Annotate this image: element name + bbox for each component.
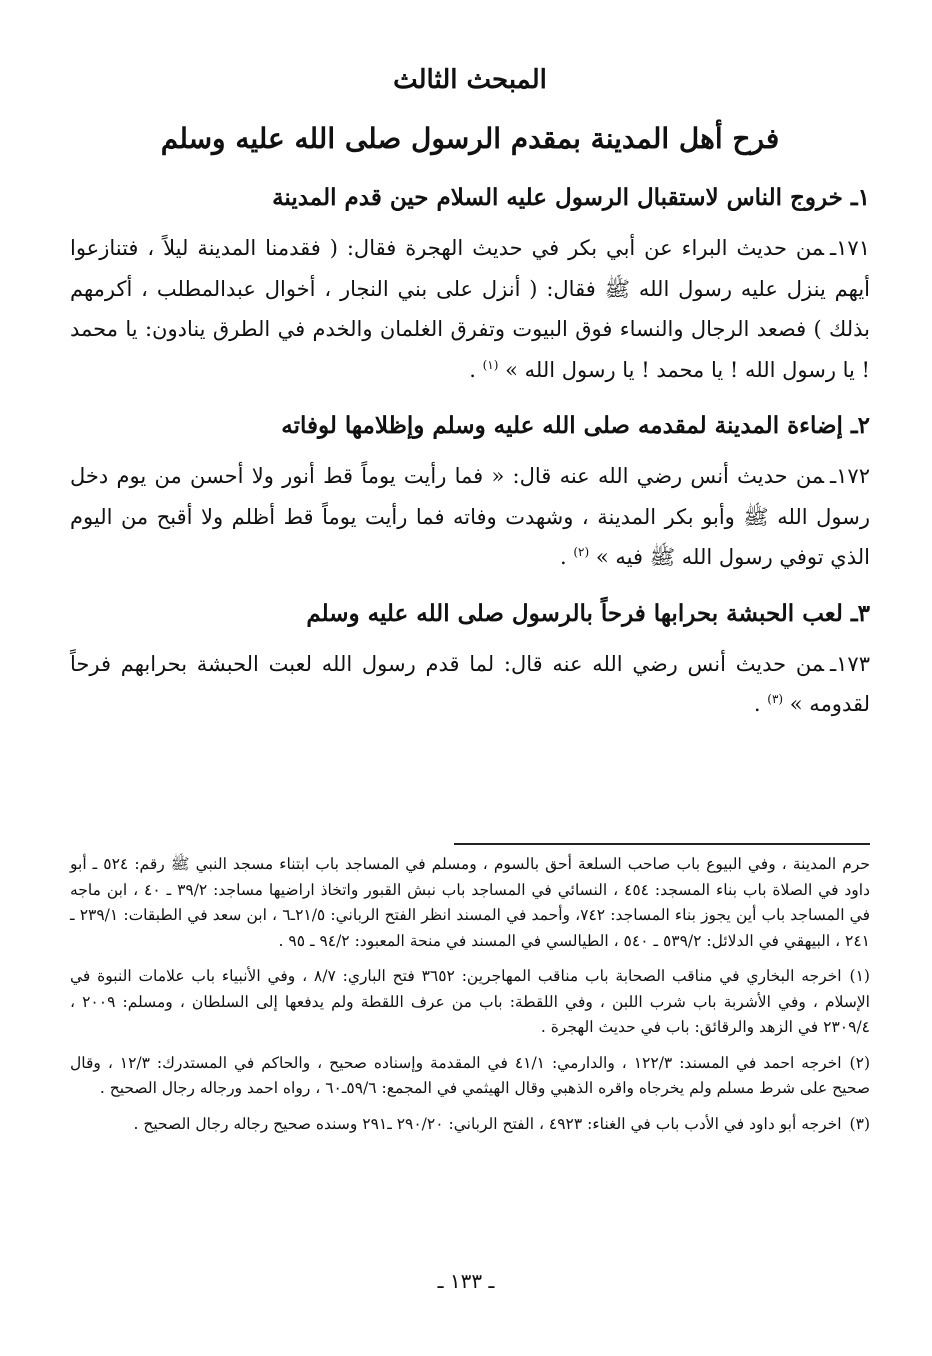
footnote-1 xyxy=(70,964,870,1041)
footnote-text: اخرجه أبو داود في الأدب باب في الغناء: ٤٩٢٣ ، الفتح الرباني: ٢٩٠/٢٠ ـ٢٩١ وسنده صحيح رجاله رجال الصحيح . xyxy=(133,1114,842,1133)
footnote-ref-3: (٣) xyxy=(767,692,784,706)
hadith-paragraph-171 xyxy=(70,228,870,390)
footnote-continuation: حرم المدينة ، وفي البيوع باب صاحب السلعة أحق بالسوم ، ومسلم في المساجد باب ابتناء مسجد النبي ﷺ رقم: ٥٢٤ ـ أبو داود في الصلاة باب بناء المسجد: ٤٥٤ ، النسائي في المساجد باب نبش القبور واتخاذ اراضيها مساجد: ٣٩/٢ ـ ٤٠ ، ابن ماجه في المساجد باب أين يجوز بناء المساجد: ٧٤٢، وأحمد في المسند انظر الفتح الرباني: ٢١/٥ـ٦ ، ابن سعد في الطبقات: ٢٣٩/١ ـ ٢٤١ ، البيهقي في الدلائل: ٥٣٩/٢ ـ ٥٤٠ ، الطيالسي في المسند في منحة المعبود: ٩٤/٢ ـ ٩٥ . xyxy=(70,855,871,950)
footnote-number: (٣) xyxy=(849,1114,870,1133)
hadith-number: ١٧١ـ xyxy=(830,236,870,260)
footnote-3 xyxy=(70,1112,870,1138)
hadith-paragraph-173 xyxy=(70,644,870,725)
subheading-3: ٣ـ لعب الحبشة بحرابها فرحاً بالرسول صلى الله عليه وسلم xyxy=(306,599,870,627)
section-label: المبحث الثالث xyxy=(393,65,547,95)
page-title: فرح أهل المدينة بمقدم الرسول صلى الله عليه وسلم xyxy=(160,122,780,155)
hadith-text: من حديث أنس رضي الله عنه قال: « فما رأيت يوماً قط أنور ولا أحسن من يوم دخل رسول الله ﷺ وأبو بكر المدينة ، وشهدت وفاته فما رأيت يوماً قط أظلم ولا أقبح من اليوم الذي توفي رسول الله ﷺ فيه » xyxy=(70,464,870,569)
footnote-ref-2: (٢) xyxy=(573,545,590,559)
hadith-text: من حديث أنس رضي الله عنه قال: لما قدم رسول الله لعبت الحبشة بحرابهم فرحاً لقدومه » xyxy=(70,651,870,716)
hadith-text: من حديث البراء عن أبي بكر في حديث الهجرة فقال: ( فقدمنا المدينة ليلاً ، فتنازعوا أيهم ينزل عليه رسول الله ﷺ فقال: ( أنزل على بني النجار ، أخوال عبدالمطلب ، أكرمهم بذلك ) فصعد الرجال والنساء فوق البيوت وتفرق الغلمان والخدم في الطرق ينادون: يا محمد ! يا رسول الله ! يا محمد ! يا رسول الله » xyxy=(70,236,870,382)
footnote-number: (٢) xyxy=(849,1053,870,1072)
footnote-separator xyxy=(454,843,870,845)
sentence-end: . xyxy=(469,357,476,382)
sentence-end: . xyxy=(559,545,567,569)
subheading-2: ٢ـ إضاءة المدينة لمقدمه صلى الله عليه وسلم وإظلامها لوفاته xyxy=(281,412,870,439)
hadith-number: ١٧٣ـ xyxy=(830,651,870,676)
page-number: ـ ١٣٣ ـ xyxy=(437,1269,495,1293)
footnote-number: (١) xyxy=(849,967,870,985)
footnotes xyxy=(70,852,870,1147)
footnote-ref-1: (١) xyxy=(482,357,499,372)
footnote-2 xyxy=(70,1051,870,1102)
footnote-text: اخرجه البخاري في مناقب الصحابة باب مناقب المهاجرين: ٣٦٥٢ فتح الباري: ٨/٧ ، وفي الأنبياء باب علامات النبوة في الإسلام ، وفي الأشربة باب شرب اللبن ، وفي اللقطة: باب من عرف اللقطة ولم يدفعها إلى السلطان ، ومسلم: ٢٠٠٩ ، ٢٣٠٩/٤ في الزهد والرقائق: باب في حديث الهجرة . xyxy=(70,967,870,1036)
sentence-end: . xyxy=(753,692,761,716)
hadith-paragraph-172 xyxy=(70,456,870,578)
footnote-text: اخرجه احمد في المسند: ١٢٢/٣ ، والدارمي: ٤١/١ في المقدمة وإسناده صحيح ، والحاكم في المستدرك: ١٢/٣ ، وقال صحيح على شرط مسلم ولم يخرجاه واقره الذهبي وقال الهيثمي في المجمع: ٥٩/٦ـ٦٠ ، رواه احمد ورجاله رجال الصحيح . xyxy=(70,1053,870,1097)
hadith-number: ١٧٢ـ xyxy=(830,464,870,488)
subheading-1: ١ـ خروج الناس لاستقبال الرسول عليه السلام حين قدم المدينة xyxy=(272,184,870,211)
page-body xyxy=(70,60,870,735)
